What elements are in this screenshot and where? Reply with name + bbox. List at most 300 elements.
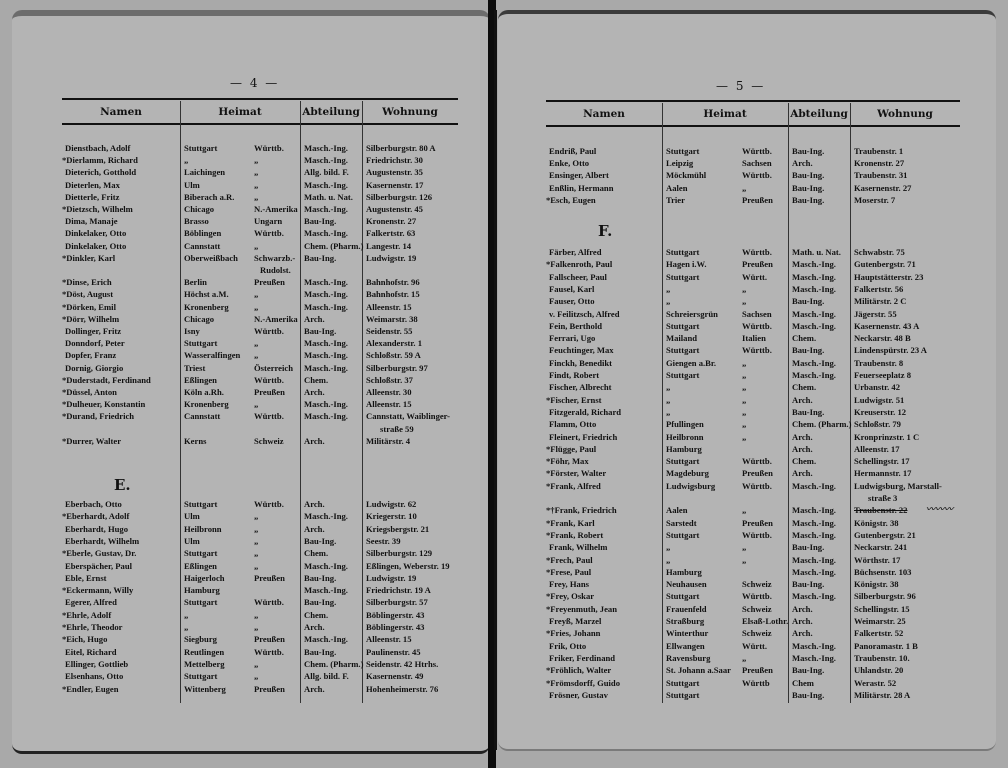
address-cell: Neckarstr. 241 <box>854 542 908 553</box>
state-cell: Württb. <box>742 170 772 181</box>
department-cell: Masch.-Ing. <box>304 511 348 522</box>
state-cell: „ <box>254 609 259 620</box>
name-cell: Dieterich, Gotthold <box>65 167 137 178</box>
state-cell: „ <box>254 155 259 166</box>
address-cell: Militärstr. 4 <box>366 435 411 446</box>
table-row <box>546 689 960 701</box>
table-row <box>62 227 458 239</box>
table-row <box>546 566 960 578</box>
table-row <box>546 431 960 443</box>
department-cell: Masch.-Ing. <box>304 277 348 288</box>
table-row <box>546 332 960 344</box>
department-cell: Chem. <box>792 382 817 393</box>
state-cell: Preußen <box>742 259 773 270</box>
address-cell: Alleenstr. 15 <box>366 634 412 645</box>
table-row <box>62 288 458 300</box>
home-cell: Isny <box>184 326 200 336</box>
table-row <box>546 258 960 270</box>
name-cell: Ensinger, Albert <box>549 170 609 181</box>
col-header-wohnung: Wohnung <box>382 106 438 118</box>
home-cell: Laichingen <box>184 167 226 178</box>
name-cell: *Dörken, Emil <box>62 301 116 312</box>
name-cell: *Frömsdorff, Guido <box>546 677 620 688</box>
address-cell: Kronprinzstr. 1 C <box>854 431 920 442</box>
name-cell: *Düssel, Anton <box>62 387 117 397</box>
state-cell: Preußen <box>254 387 285 397</box>
home-cell: Stuttgart <box>184 548 218 559</box>
state-cell: Württ. <box>742 640 768 651</box>
name-cell: *Fischer, Ernst <box>546 394 602 405</box>
address-cell: Kasernenstr. 49 <box>366 671 424 682</box>
col-header-namen: Namen <box>583 108 625 120</box>
address-cell: Hauptstätterstr. 23 <box>854 271 924 282</box>
table-row <box>546 603 960 615</box>
table-row <box>546 529 960 541</box>
address-cell: Silberburgstr. 126 <box>366 191 433 202</box>
address-cell: Kronenstr. 27 <box>366 216 417 227</box>
home-cell: Eßlingen <box>184 560 217 571</box>
table-row <box>62 166 458 178</box>
home-cell: „ <box>184 622 189 632</box>
home-cell: Wittenberg <box>184 683 226 694</box>
name-cell: *Frese, Paul <box>546 566 592 577</box>
address-cell: Feuerseeplatz 8 <box>854 370 912 380</box>
state-cell: Elsaß-Lothr. <box>742 616 789 626</box>
home-cell: Triest <box>184 362 206 373</box>
name-cell: Elsenhans, Otto <box>65 671 124 682</box>
name-cell: Frösner, Gustav <box>549 689 608 700</box>
state-cell: Württb. <box>742 480 772 491</box>
name-cell: v. Feilitzsch, Alfred <box>549 308 620 319</box>
department-cell: Arch. <box>792 603 813 614</box>
address-cell: Friedrichstr. 19 A <box>366 585 431 596</box>
header-rule <box>546 125 960 127</box>
name-cell: Dietterle, Fritz <box>65 191 120 202</box>
home-cell: Haigerloch <box>184 572 225 583</box>
home-cell: „ <box>666 394 671 405</box>
home-cell: „ <box>666 406 671 417</box>
home-cell: Stuttgart <box>666 320 700 331</box>
table-row <box>546 615 960 627</box>
department-cell: Arch. <box>792 443 813 454</box>
table-row <box>546 627 960 639</box>
home-cell: St. Johann a.Saar <box>666 665 731 676</box>
address-cell: Ludwigstr. 19 <box>366 572 417 583</box>
name-cell: *Eberle, Gustav, Dr. <box>62 548 137 559</box>
home-cell: „ <box>666 554 671 565</box>
handwritten-annotation: 〰〰〰 <box>926 505 954 516</box>
table-row <box>546 504 960 516</box>
name-cell: Fitzgerald, Richard <box>549 406 622 417</box>
page-number-left: — 4 — <box>230 76 280 90</box>
department-cell: Arch. <box>792 616 813 626</box>
table-row <box>546 590 960 602</box>
name-cell: *Fries, Johann <box>546 628 601 639</box>
table-row <box>546 182 960 194</box>
department-cell: Arch. <box>304 499 325 509</box>
state-cell: Württb <box>742 677 770 688</box>
address-cell: Uhlandstr. 20 <box>854 665 904 676</box>
state-cell: „ <box>254 658 259 669</box>
state-cell: „ <box>742 296 747 307</box>
home-cell: Wasseralfingen <box>184 350 241 361</box>
state-cell: „ <box>254 535 259 546</box>
address-cell: Friedrichstr. 30 <box>366 155 423 166</box>
address-cell: Böblingerstr. 43 <box>366 622 425 632</box>
home-cell: Stuttgart <box>666 271 700 282</box>
name-cell: Fausel, Karl <box>549 283 595 294</box>
address-cell: Gutenbergstr. 71 <box>854 259 916 270</box>
state-cell: Preußen <box>254 277 285 288</box>
address-cell: Traubenstr. 22 <box>854 505 908 516</box>
name-cell: Eberhardt, Wilhelm <box>65 535 140 546</box>
name-cell: Dollinger, Fritz <box>65 326 122 336</box>
home-cell: Stuttgart <box>666 529 700 540</box>
section-letter-heading: F. <box>598 222 613 240</box>
name-cell: Dienstbach, Adolf <box>65 143 131 153</box>
home-cell: „ <box>666 382 671 393</box>
state-cell: Preußen <box>742 517 773 528</box>
department-cell: Bau-Ing. <box>304 535 337 546</box>
address-cell: Falkertstr. 63 <box>366 228 416 239</box>
state-cell: „ <box>742 542 747 553</box>
address-cell: Silberburgstr. 57 <box>366 597 428 608</box>
department-cell: Masch.-Ing. <box>304 585 348 596</box>
table-row <box>546 145 960 157</box>
name-cell: *Freyenmuth, Jean <box>546 603 617 614</box>
right-page <box>498 10 996 751</box>
department-cell: Bau-Ing. <box>792 689 825 700</box>
state-cell: Württb. <box>742 529 772 540</box>
table-row <box>546 517 960 529</box>
department-cell: Math. u. Nat. <box>792 247 841 257</box>
department-cell: Masch.-Ing. <box>304 155 348 166</box>
table-row <box>546 677 960 689</box>
table-row <box>62 584 458 596</box>
address-cell: Weimarstr. 38 <box>366 313 418 324</box>
home-cell: Chicago <box>184 313 215 324</box>
department-cell: Chem. <box>304 609 329 620</box>
department-cell: Bau-Ing. <box>792 542 825 553</box>
name-cell: Endriß, Paul <box>549 146 597 156</box>
state-cell: Württb. <box>254 411 284 422</box>
address-cell: Kasernenstr. 43 A <box>854 320 920 331</box>
name-cell: Frank, Wilhelm <box>549 542 608 553</box>
name-cell: Eitel, Richard <box>65 646 117 657</box>
department-cell: Masch.-Ing. <box>304 289 348 300</box>
department-cell: Allg. bild. F. <box>304 671 349 682</box>
department-cell: Bau-Ing. <box>792 296 825 307</box>
name-cell: Dinkelaker, Otto <box>65 228 127 239</box>
address-cell: Ludwigstr. 19 <box>366 252 417 263</box>
home-cell: Ulm <box>184 535 200 546</box>
state-cell: „ <box>254 301 259 312</box>
name-cell: Freyß, Marzel <box>549 616 602 626</box>
department-cell: Chem. <box>792 333 817 344</box>
table-row <box>62 560 458 572</box>
name-cell: Ferrari, Ugo <box>549 333 596 344</box>
table-row <box>546 271 960 283</box>
state-cell: Preußen <box>254 572 285 583</box>
department-cell: Masch.-Ing. <box>304 179 348 190</box>
state-cell: Österreich <box>254 362 293 373</box>
address-cell: Königstr. 38 <box>854 579 899 590</box>
state-cell: Schweiz <box>254 435 284 446</box>
state-cell: „ <box>742 419 747 430</box>
table-row <box>546 381 960 393</box>
address-cell: Traubenstr. 1 <box>854 146 904 156</box>
state-cell: „ <box>254 622 259 632</box>
name-cell: *Dinkler, Karl <box>62 252 116 263</box>
name-cell: *Durand, Friedrich <box>62 411 135 422</box>
table-row <box>546 308 960 320</box>
col-header-abteilung: Abteilung <box>302 106 360 118</box>
home-cell: Kerns <box>184 435 207 446</box>
address-cell: Böblingerstr. 43 <box>366 609 425 620</box>
department-cell: Chem. (Pharm.) <box>792 419 852 430</box>
state-cell: Württb. <box>742 320 772 331</box>
state-cell: Württb. <box>742 456 772 467</box>
state-cell: Württb. <box>742 345 772 356</box>
section-letter-heading: E. <box>114 476 131 494</box>
home-cell: Reutlingen <box>184 646 225 657</box>
table-row <box>62 498 458 510</box>
name-cell: *Föhr, Max <box>546 456 589 467</box>
department-cell: Bau-Ing. <box>304 646 337 657</box>
department-cell: Masch.-Ing. <box>792 320 836 331</box>
address-cell: Bahnhofstr. 96 <box>366 277 420 288</box>
address-cell: Silberburgstr. 96 <box>854 591 916 602</box>
state-cell: Schweiz <box>742 628 772 639</box>
col-header-heimat: Heimat <box>703 108 747 120</box>
address-cell: Neckarstr. 48 B <box>854 333 911 344</box>
department-cell: Masch.-Ing. <box>792 505 836 516</box>
state-cell: „ <box>742 652 747 663</box>
home-cell: Ludwigsburg <box>666 480 716 491</box>
department-cell: Arch. <box>792 628 813 639</box>
table-row <box>62 658 458 670</box>
home-cell: Giengen a.Br. <box>666 357 717 368</box>
address-cell: Büchsenstr. 103 <box>854 566 912 577</box>
name-cell: *Dietzsch, Wilhelm <box>62 204 133 214</box>
state-cell: „ <box>742 431 747 442</box>
department-cell: Arch. <box>792 468 813 479</box>
address-cell: Kasernenstr. 27 <box>854 182 912 193</box>
table-row <box>62 386 458 398</box>
home-cell: „ <box>666 283 671 294</box>
address-cell: Alleenstr. 15 <box>366 399 412 410</box>
address-cell: Königstr. 38 <box>854 517 899 528</box>
table-row <box>62 325 458 337</box>
home-cell: Möckmühl <box>666 170 707 181</box>
state-cell: Schweiz <box>742 603 772 614</box>
home-cell: Brasso <box>184 216 209 227</box>
name-cell: *Duderstadt, Ferdinand <box>62 374 151 385</box>
table-row <box>546 541 960 553</box>
name-cell: Enßlin, Hermann <box>549 182 614 193</box>
department-cell: Arch. <box>304 523 325 534</box>
address-cell: Lindenspürstr. 23 A <box>854 345 927 356</box>
name-cell: *Dörr, Wilhelm <box>62 313 120 324</box>
name-cell: *Frank, Robert <box>546 529 604 540</box>
department-cell: Masch.-Ing. <box>304 350 348 361</box>
table-row <box>62 215 458 227</box>
name-cell: *Falkenroth, Paul <box>546 259 613 270</box>
home-cell: Sarstedt <box>666 517 697 528</box>
department-cell: Masch.-Ing. <box>792 357 836 368</box>
address-cell: Schwabstr. 75 <box>854 247 905 257</box>
table-row <box>546 640 960 652</box>
department-cell: Chem. <box>792 456 817 467</box>
table-row <box>546 169 960 181</box>
department-cell: Masch.-Ing. <box>304 399 348 410</box>
state-cell: Schweiz <box>742 579 772 590</box>
state-cell: „ <box>254 289 259 300</box>
address-cell: Augustenstr. 35 <box>366 167 423 178</box>
department-cell: Chem. <box>304 374 329 385</box>
state-cell: Preußen <box>254 634 285 645</box>
table-row <box>546 443 960 455</box>
table-row <box>62 609 458 621</box>
state-cell: „ <box>742 394 747 405</box>
address-cell: Schellingstr. 15 <box>854 603 910 614</box>
home-cell: Mailand <box>666 333 698 344</box>
department-cell: Masch.-Ing. <box>792 308 836 319</box>
home-cell: Siegburg <box>184 634 217 645</box>
state-cell: Württb. <box>742 247 772 257</box>
right-table <box>546 100 960 705</box>
state-cell: „ <box>254 167 259 178</box>
state-cell: „ <box>254 240 259 251</box>
department-cell: Masch.-Ing. <box>792 517 836 528</box>
home-cell: „ <box>666 296 671 307</box>
table-row <box>546 295 960 307</box>
name-cell: Enke, Otto <box>549 158 590 169</box>
table-row <box>62 313 458 325</box>
department-cell: Bau-Ing. <box>792 665 825 676</box>
table-row <box>546 406 960 418</box>
name-cell: Feuchtinger, Max <box>549 345 614 356</box>
table-row <box>62 633 458 645</box>
address-cell: Bahnhofstr. 15 <box>366 289 420 300</box>
name-cell: Fauser, Otto <box>549 296 595 307</box>
state-cell: „ <box>742 357 747 368</box>
home-cell: Aalen <box>666 182 688 193</box>
name-cell: *Eckermann, Willy <box>62 585 134 596</box>
home-cell: Stuttgart <box>666 689 700 700</box>
col-header-heimat: Heimat <box>218 106 262 118</box>
department-cell: Chem. (Pharm.) <box>304 658 364 669</box>
table-row <box>62 179 458 191</box>
state-cell: Württb. <box>254 326 284 336</box>
home-cell: Eßlingen <box>184 374 217 385</box>
name-cell: *Durrer, Walter <box>62 435 122 446</box>
department-cell: Bau-Ing. <box>304 216 337 227</box>
state-cell: Württb. <box>254 646 284 657</box>
name-cell: *Dulheuer, Konstantin <box>62 399 146 410</box>
state-cell-continuation: Rudolst. <box>260 265 291 275</box>
address-cell: Militärstr. 28 A <box>854 689 911 700</box>
home-cell: Hamburg <box>666 566 702 577</box>
home-cell: Stuttgart <box>184 338 218 349</box>
address-cell-continuation: straße 59 <box>380 423 414 434</box>
state-cell: Preußen <box>742 468 773 479</box>
table-row <box>546 357 960 369</box>
table-row <box>546 369 960 381</box>
state-cell: Württb. <box>742 146 772 156</box>
top-rule <box>62 98 458 100</box>
table-row <box>546 344 960 356</box>
col-header-abteilung: Abteilung <box>790 108 848 120</box>
name-cell: *Frank, Alfred <box>546 480 601 491</box>
name-cell: *Ehrle, Adolf <box>62 609 112 620</box>
home-cell: Ulm <box>184 179 200 190</box>
department-cell: Allg. bild. F. <box>304 167 349 178</box>
address-cell: Ludwigsburg, Marstall- <box>854 480 942 491</box>
state-cell: Württb. <box>742 591 772 602</box>
name-cell: *Dierlamm, Richard <box>62 155 138 166</box>
state-cell: „ <box>254 179 259 190</box>
department-cell: Bau-Ing. <box>792 194 825 205</box>
department-cell: Bau-Ing. <box>792 345 825 356</box>
name-cell: Fischer, Albrecht <box>549 382 612 393</box>
address-cell: Silberburgstr. 80 A <box>366 143 436 153</box>
name-cell: *Frey, Oskar <box>546 591 595 602</box>
name-cell: Frik, Otto <box>549 640 587 651</box>
state-cell: Schwarzb.- <box>254 252 296 263</box>
header-rule <box>62 123 458 125</box>
home-cell: Aalen <box>666 505 688 516</box>
table-row <box>62 374 458 386</box>
home-cell: Leipzig <box>666 158 694 169</box>
state-cell: „ <box>254 523 259 534</box>
home-cell: Hamburg <box>184 585 220 596</box>
address-cell: Wörthstr. 17 <box>854 554 901 565</box>
table-row <box>546 480 960 492</box>
name-cell: *Frank, Karl <box>546 517 595 528</box>
name-cell: *Eich, Hugo <box>62 634 108 645</box>
address-cell: Weimarstr. 25 <box>854 616 906 626</box>
home-cell: Stuttgart <box>666 345 700 356</box>
department-cell: Masch.-Ing. <box>792 271 836 282</box>
left-page <box>12 10 490 754</box>
table-row <box>62 670 458 682</box>
department-cell: Chem. <box>304 548 329 559</box>
col-header-wohnung: Wohnung <box>877 108 933 120</box>
department-cell: Arch. <box>792 394 813 405</box>
state-cell: „ <box>742 554 747 565</box>
department-cell: Bau-Ing. <box>792 146 825 156</box>
table-row <box>62 349 458 361</box>
address-cell: Paulinenstr. 45 <box>366 646 421 657</box>
state-cell: Preußen <box>742 665 773 676</box>
home-cell: Ulm <box>184 511 200 522</box>
table-row <box>62 240 458 252</box>
home-cell: Stuttgart <box>666 456 700 467</box>
address-cell: Schloßstr. 59 A <box>366 350 421 361</box>
name-cell: Eble, Ernst <box>65 572 107 583</box>
left-table <box>62 98 458 708</box>
department-cell: Masch.-Ing. <box>792 652 836 663</box>
page-number-right: — 5 — <box>716 79 766 93</box>
department-cell: Arch. <box>304 622 325 632</box>
department-cell: Bau-Ing. <box>304 597 337 608</box>
department-cell: Masch.-Ing. <box>792 640 836 651</box>
address-cell: Kasernenstr. 17 <box>366 179 424 190</box>
address-cell: Hermannstr. 17 <box>854 468 912 479</box>
book-gutter <box>494 10 497 750</box>
state-cell: „ <box>254 191 259 202</box>
